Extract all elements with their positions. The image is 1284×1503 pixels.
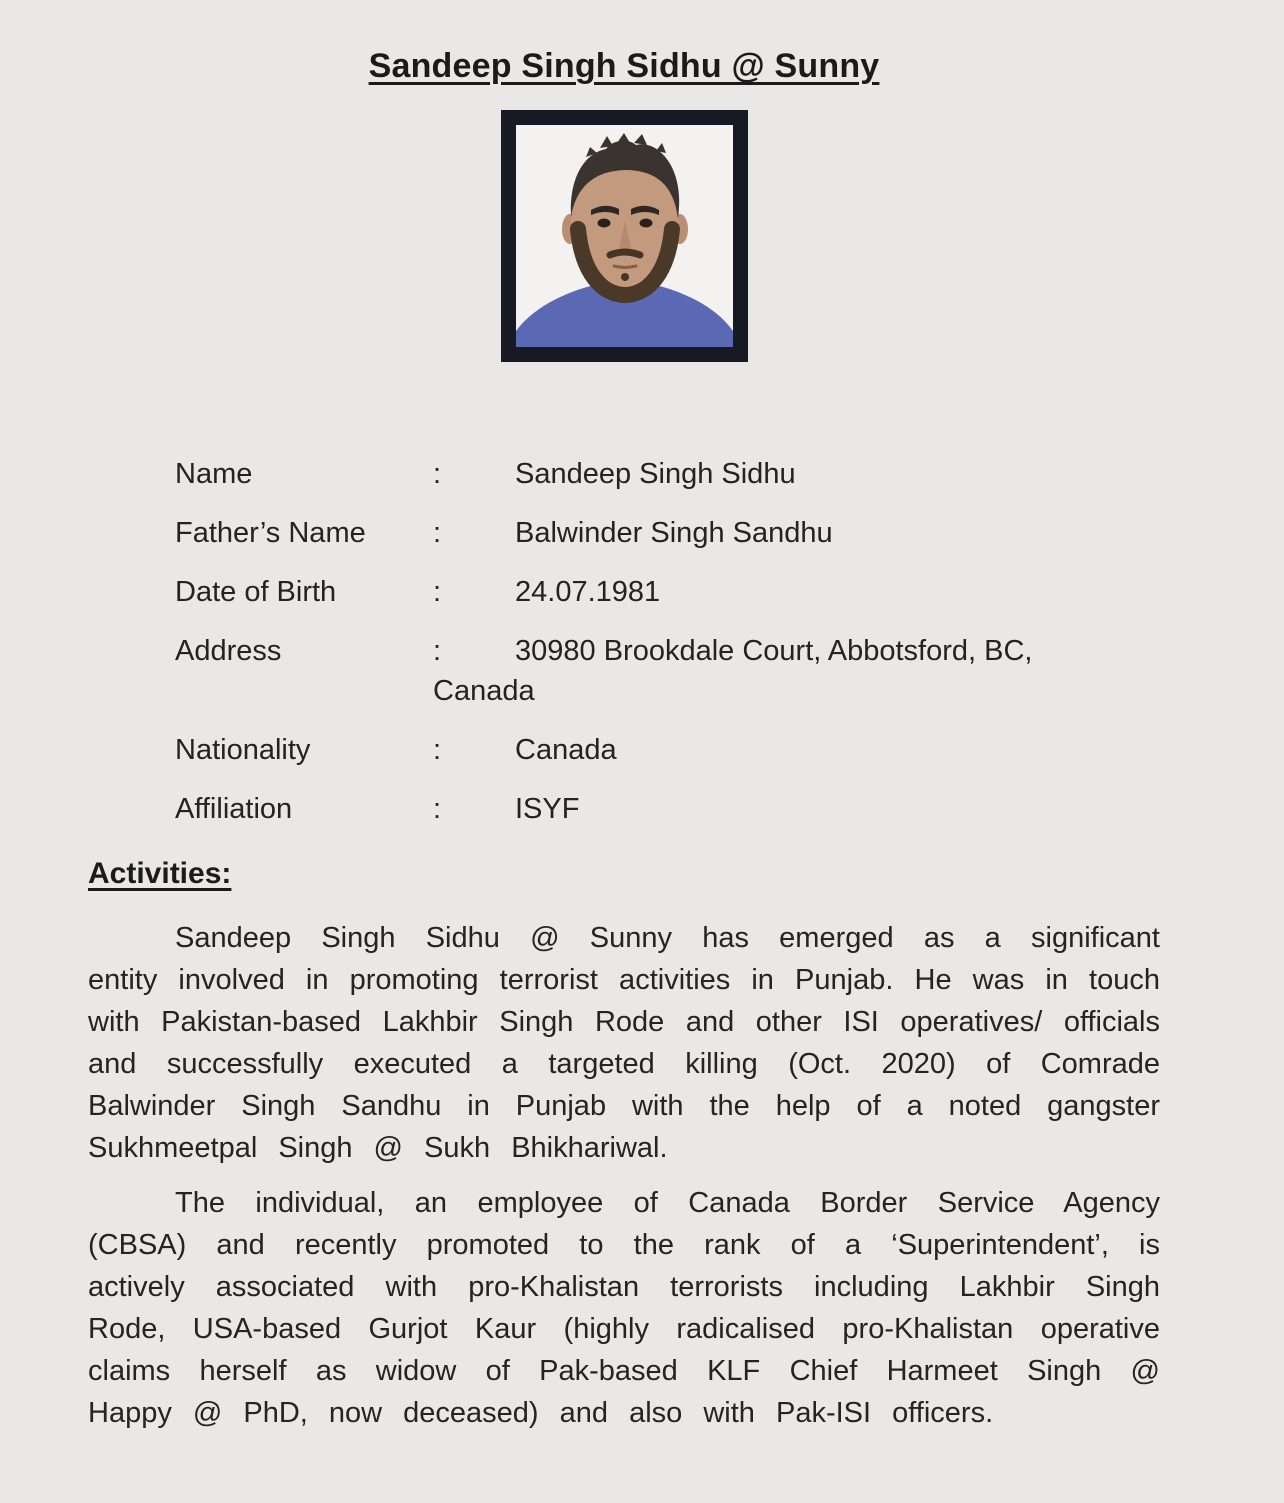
field-label: Affiliation [175, 793, 293, 825]
field-label: Date of Birth [175, 576, 337, 608]
profile-photo [501, 110, 748, 362]
eye-right [639, 219, 652, 228]
field-colon: : [433, 458, 442, 490]
field-label: Name [175, 458, 253, 490]
page-title: Sandeep Singh Sidhu @ Sunny [368, 47, 880, 85]
field-value [433, 572, 1115, 612]
moustache-shape [610, 252, 640, 255]
field-value-text: 30980 Brookdale Court, Abbotsford, BC, Canada [433, 635, 1033, 707]
field-row-name [175, 454, 1115, 494]
mouth-shape [614, 266, 636, 268]
field-colon: : [433, 793, 442, 825]
field-row-affiliation [175, 789, 1115, 829]
field-label: Father’s Name [175, 517, 366, 549]
activities-paragraph: The individual, an employee of Canada Border Service Agency (CBSA) and recently promoted to the rank of a ‘Superintendent’, is actively associated with pro-Khalistan terrorists including Lakhbir Singh Rode, USA-based Gurjot Kaur (highly radicalised pro-Khalistan operative claims herself as widow of Pak-based KLF Chief Harmeet Singh @ Happy @ PhD, now deceased) and also with Pak-ISI officers. [88, 1187, 1160, 1429]
eye-left [597, 219, 610, 228]
field-row-nationality [175, 730, 1115, 770]
field-row-fathers-name [175, 513, 1115, 553]
field-value [433, 513, 1115, 553]
field-colon: : [433, 734, 442, 766]
field-row-address [175, 631, 1115, 711]
field-value-text: Sandeep Singh Sidhu [515, 458, 796, 490]
portrait-illustration [516, 125, 733, 347]
field-colon: : [433, 635, 442, 667]
field-value [433, 730, 1115, 770]
activities-heading: Activities: [88, 857, 232, 890]
details-table [175, 454, 1115, 829]
field-value-text: ISYF [515, 793, 580, 825]
field-label: Nationality [175, 734, 311, 766]
field-row-date-of-birth [175, 572, 1115, 612]
activities-paragraph: Sandeep Singh Sidhu @ Sunny has emerged as a significant entity involved in promoting terrorist activities in Punjab. He was in touch with Pakistan-based Lakhbir Singh Rode and other ISI operatives/ officials and successfully executed a targeted killing (Oct. 2020) of Comrade Balwinder Singh Sandhu in Punjab with the help of a noted gangster Sukhmeetpal Singh @ Sukh Bhikhariwal. [88, 922, 1160, 1164]
field-value-text: Balwinder Singh Sandhu [515, 517, 833, 549]
field-value [433, 631, 1115, 711]
field-label: Address [175, 635, 282, 667]
field-value-text: Canada [515, 734, 617, 766]
field-value-text: 24.07.1981 [515, 576, 661, 608]
field-value [433, 454, 1115, 494]
field-colon: : [433, 517, 442, 549]
soul-patch [621, 273, 629, 281]
field-value [433, 789, 1115, 829]
field-colon: : [433, 576, 442, 608]
